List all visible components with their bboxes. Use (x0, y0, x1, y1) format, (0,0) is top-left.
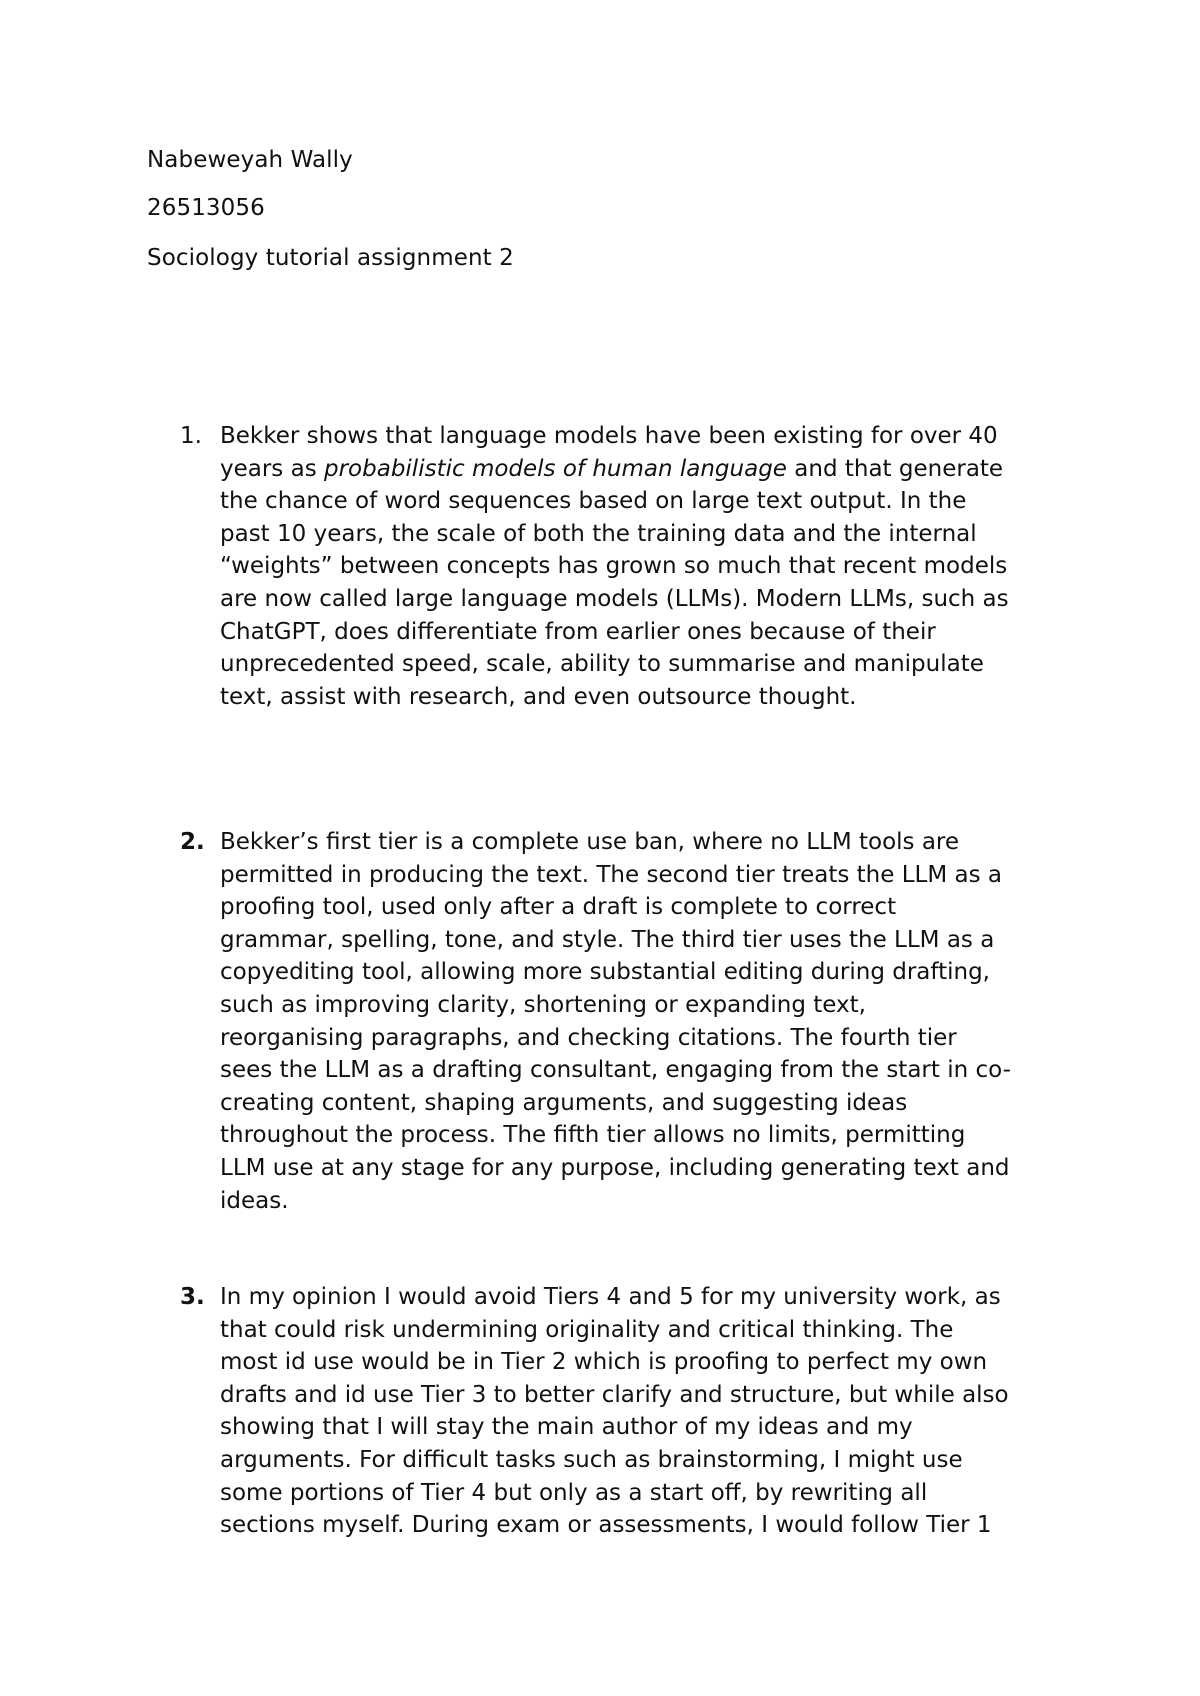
text-line: Bekker’s first tier is a complete use ban, where no LLM tools are (220, 829, 960, 855)
text-line: are now called large language models (LLMs). Modern LLMs, such as (220, 585, 1009, 612)
text-line: past 10 years, the scale of both the training data and the internal (220, 520, 977, 547)
text-line: ChatGPT, does differentiate from earlier ones because of their (220, 618, 936, 645)
text-line: LLM use at any stage for any purpose, including generating text and (220, 1154, 1010, 1181)
text-line: most id use would be in Tier 2 which is proofing to perfect my own (220, 1349, 988, 1376)
text-line: the chance of word sequences based on large text output. In the (220, 488, 967, 515)
text-line: throughout the process. The fifth tier allows no limits, permitting (220, 1122, 966, 1149)
answer-text (220, 826, 1060, 1217)
answer-number: 1. (180, 423, 202, 449)
text-line: such as improving clarity, shortening or expanding text, (220, 991, 866, 1018)
text-line: showing that I will stay the main author of my ideas and my (220, 1414, 913, 1441)
text-line: some portions of Tier 4 but only as a start off, by rewriting all (220, 1479, 928, 1506)
answer-text (220, 420, 1060, 713)
text-line: sections myself. During exam or assessments, I would follow Tier 1 (220, 1512, 992, 1539)
text-line: proofing tool, used only after a draft is complete to correct (220, 894, 897, 921)
text-line: permitted in producing the text. The second tier treats the LLM as a (220, 861, 1002, 888)
assignment-title: Sociology tutorial assignment 2 (147, 245, 514, 271)
italic-phrase: probabilistic models of human language (324, 455, 787, 482)
text-segment: years as (220, 455, 324, 482)
text-line: drafts and id use Tier 3 to better clarify and structure, but while also (220, 1381, 1009, 1408)
text-line: sees the LLM as a drafting consultant, engaging from the start in co- (220, 1057, 1011, 1084)
text-line: creating content, shaping arguments, and suggesting ideas (220, 1089, 908, 1116)
text-line: “weights” between concepts has grown so much that recent models (220, 553, 1008, 580)
answer-number: 3. (180, 1284, 205, 1310)
student-number: 26513056 (147, 195, 265, 221)
text-segment: and that generate (786, 455, 1004, 482)
answer-number: 2. (180, 829, 205, 855)
text-line (220, 453, 1060, 486)
text-line: In my opinion I would avoid Tiers 4 and 5 for my university work, as (220, 1284, 1001, 1310)
text-line: grammar, spelling, tone, and style. The third tier uses the LLM as a (220, 926, 995, 953)
text-line: copyediting tool, allowing more substantial editing during drafting, (220, 959, 990, 986)
text-line: arguments. For difficult tasks such as brainstorming, I might use (220, 1446, 963, 1473)
text-line: text, assist with research, and even outsource thought. (220, 683, 857, 710)
author-name: Nabeweyah Wally (147, 147, 353, 173)
text-line: unprecedented speed, scale, ability to summarise and manipulate (220, 651, 984, 678)
text-line: that could risk undermining originality and critical thinking. The (220, 1316, 954, 1343)
answer-text (220, 1281, 1060, 1542)
text-line: Bekker shows that language models have been existing for over 40 (220, 423, 998, 449)
text-line: ideas. (220, 1187, 289, 1214)
text-line: reorganising paragraphs, and checking citations. The fourth tier (220, 1024, 957, 1051)
